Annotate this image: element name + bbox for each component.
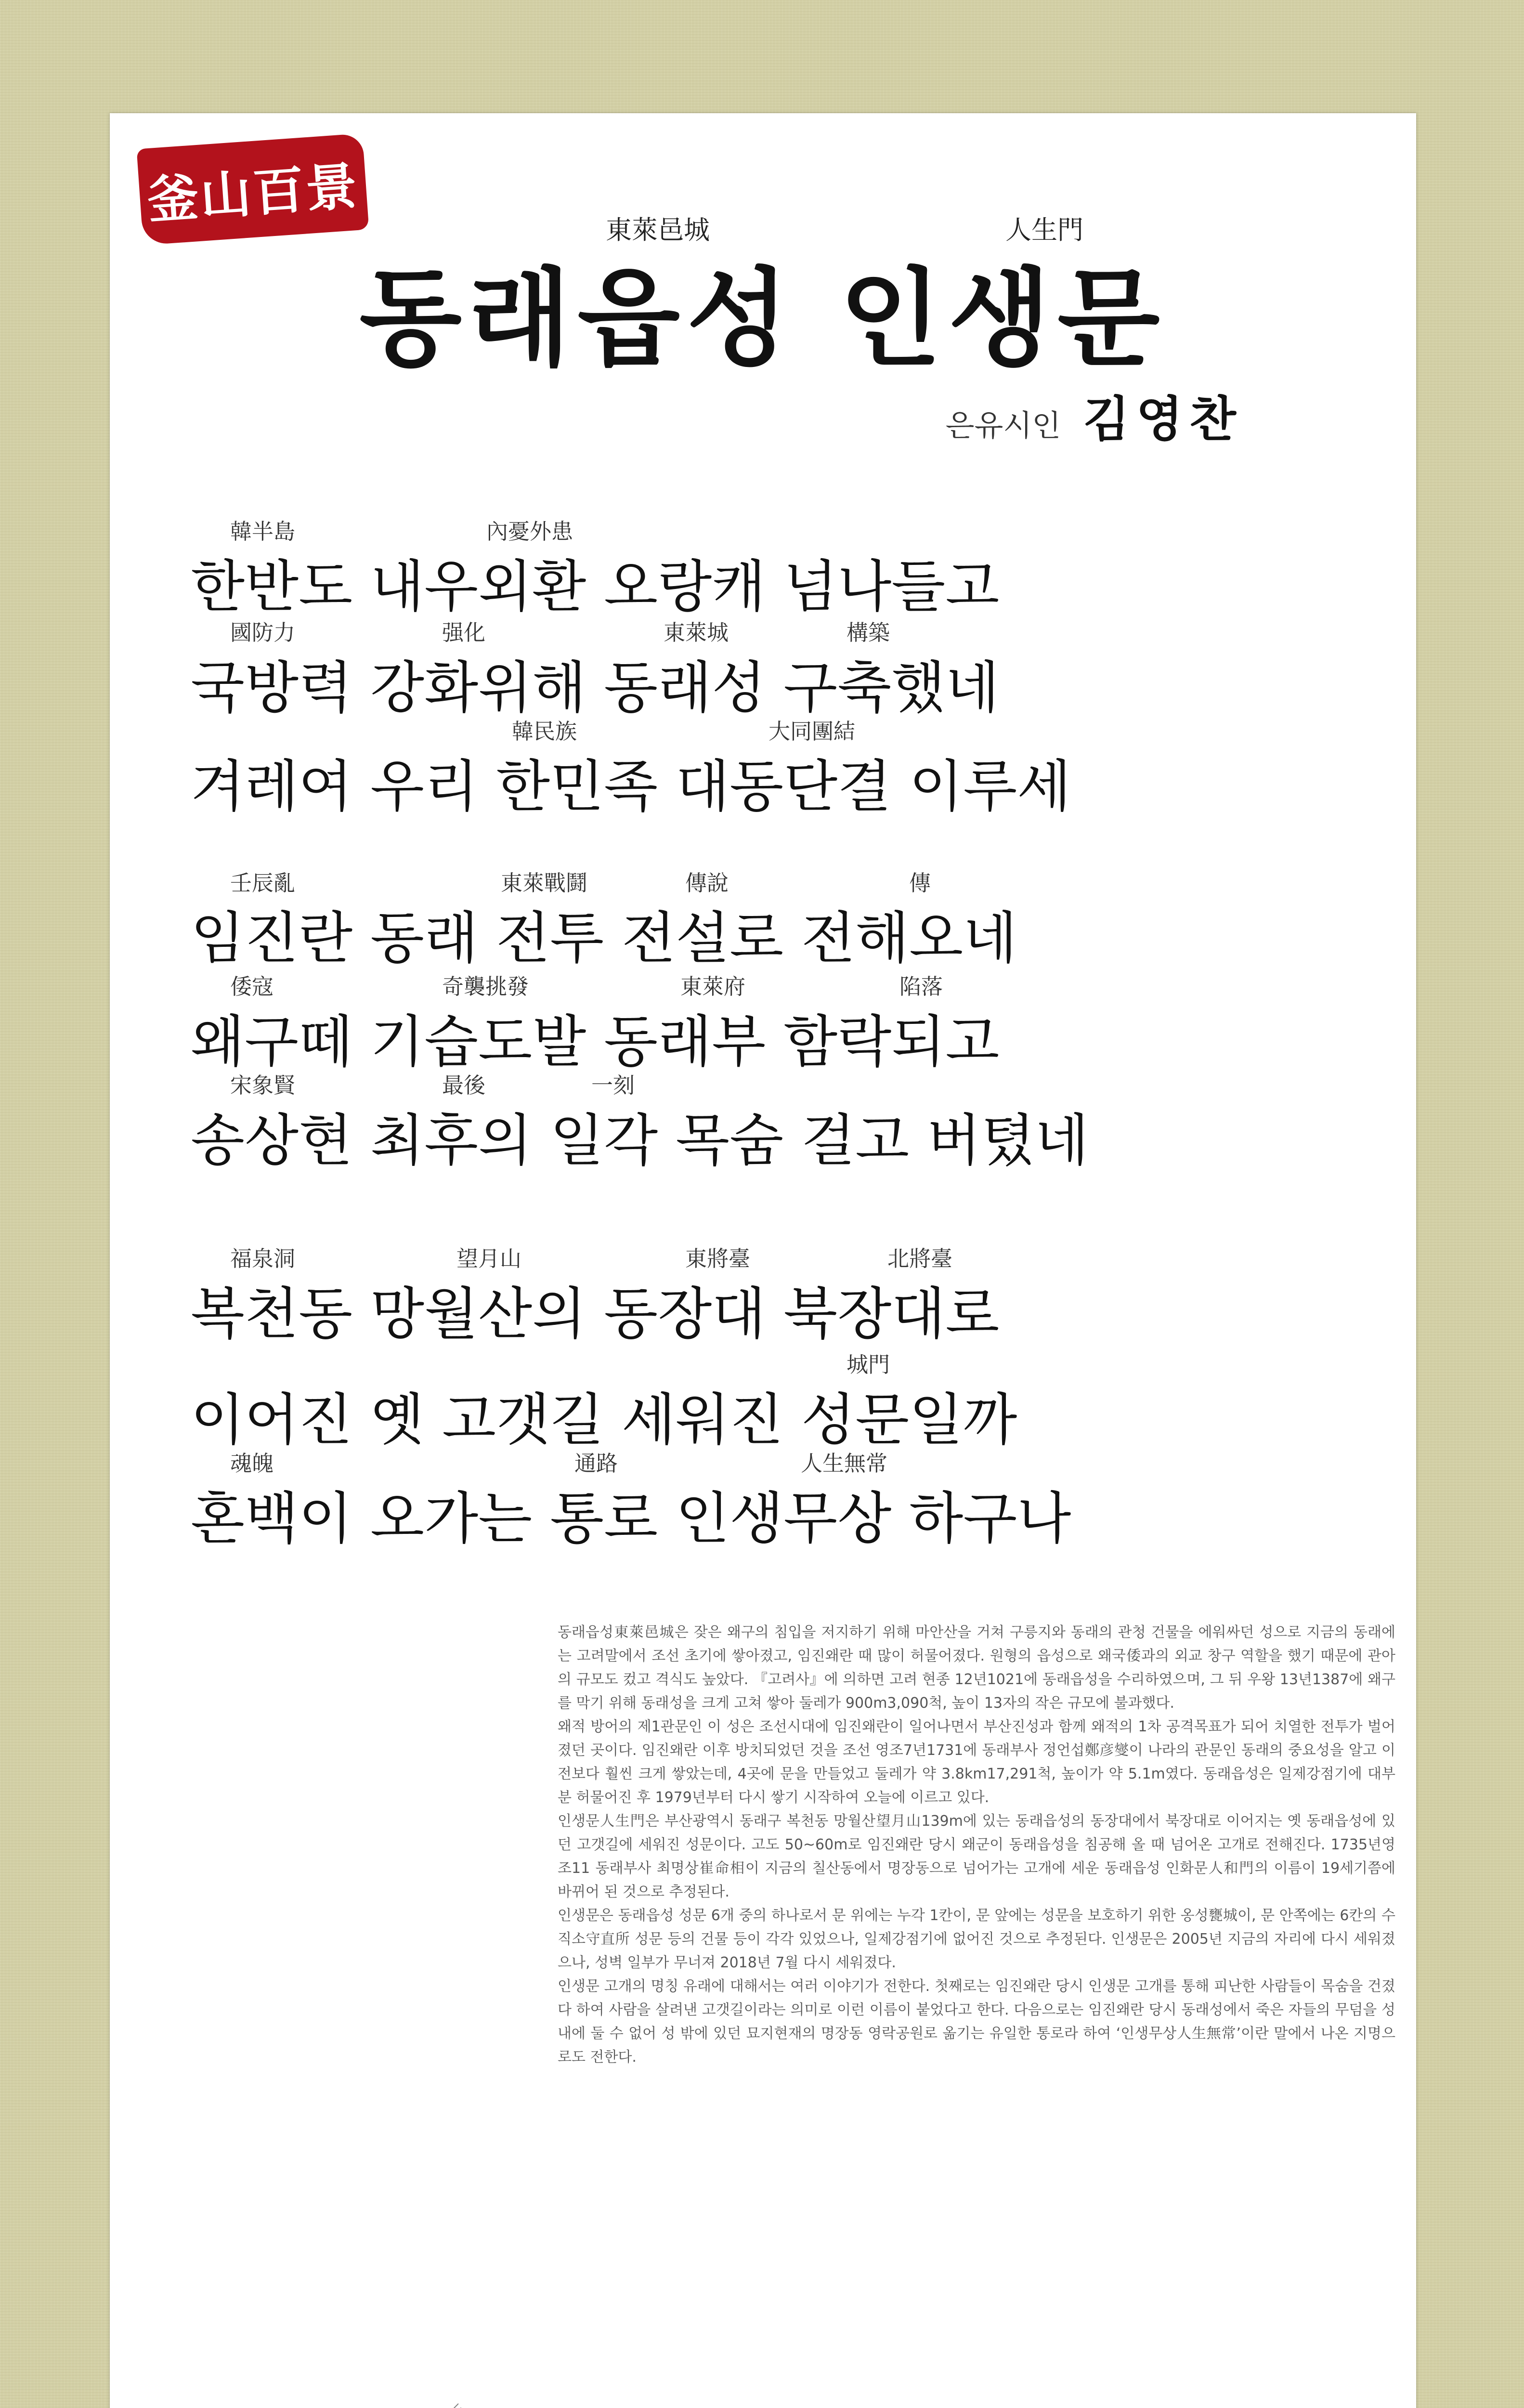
title-annotation-hanja: 東萊邑城 [606,215,710,245]
history-paragraph: 인생문 고개의 명칭 유래에 대해서는 여러 이야기가 전한다. 첫째로는 임진왜란 당시 인생문 고개를 통해 피난한 사람들이 목숨을 건졌다 하여 사람을 살려낸 고갯길이라는 의미로 이런 이름이 붙었다고 한다. 다음으로는 임진왜란 당시 동래성에서 죽은 자들의 무덤을 성내에 둘 수 없어 성 밖에 있던 묘지현재의 명장동 영락공원로 옮기는 유일한 통로라 하여 ‘인생무상人生無常’이란 말에서 나온 지명으로도 전한다. [558,1978,1395,2066]
word-annotation: 通路 [574,1451,618,1476]
word-annotation: 人生無常 [801,1451,888,1476]
word-annotation: 國防力 [230,620,296,645]
poem-line: 임진란 동래 전투 전설로 전해오네 [191,906,1017,971]
word-annotation: 傳說 [685,870,729,896]
poem-line: 혼백이 오가는 통로 인생무상 하구나 [191,1486,1071,1551]
poem-line: 한반도 내우외환 오랑캐 넘나들고 [191,554,1000,619]
poem-title: 동래읍성 인생문 [359,257,1167,380]
busan-baekgyeong-logo [137,133,369,245]
word-annotation: 最後 [442,1073,486,1098]
poster-sheet [110,113,1416,2408]
word-annotation: 內憂外患 [486,519,573,544]
author-name: 김영찬 [1083,391,1243,447]
word-annotation: 奇襲挑發 [442,974,529,999]
word-annotation: 東將臺 [685,1246,751,1271]
word-annotation: 韓半島 [230,519,296,544]
history-paragraph: 동래읍성東萊邑城은 잦은 왜구의 침입을 저지하기 위해 마안산을 거쳐 구릉지와 동래의 관청 건물을 에워싸던 성으로 지금의 동래에는 고려말에서 조선 초기에 쌓아졌고, 임진왜란 때 많이 허물어졌다. 원형의 읍성으로 왜국倭과의 외교 창구 역할을 했기 때문에 관아의 규모도 컸고 격식도 높았다. 『고려사』에 의하면 고려 현종 12년1021에 동래읍성을 수리하였으며, 그 뒤 우왕 13년1387에 왜구를 막기 위해 동래성을 크게 고쳐 쌓아 둘레가 900m3,090척, 높이 13자의 작은 규모에 불과했다. [558,1624,1395,1712]
word-annotation: 壬辰亂 [230,870,296,896]
word-annotation: 魂魄 [230,1451,274,1476]
word-annotation: 陷落 [899,974,943,999]
word-annotation: 福泉洞 [230,1246,296,1271]
word-annotation: 構築 [847,620,890,645]
poem-line: 왜구떼 기습도발 동래부 함락되고 [191,1009,1000,1074]
poem-line: 이어진 옛 고갯길 세워진 성문일까 [191,1387,1017,1453]
word-annotation: 城門 [847,1352,890,1377]
word-annotation: 一刻 [591,1073,635,1098]
author-role: 은유시인 [945,408,1061,443]
poem-line: 복천동 망월산의 동장대 북장대로 [191,1282,1000,1347]
word-annotation: 望月山 [456,1246,522,1271]
word-annotation: 倭寇 [230,974,274,999]
author-line [946,380,1243,450]
history-paragraph: 인생문人生門은 부산광역시 동래구 복천동 망월산望月山139m에 있는 동래읍성의 동장대에서 북장대로 이어지는 옛 동래읍성에 있던 고갯길에 세워진 성문이다. 고도 50~60m로 임진왜란 당시 왜군이 동래읍성을 침공해 올 때 넘어온 고개로 전해진다. 1735년영조11 동래부사 최명상崔命相이 지금의 칠산동에서 명장동으로 넘어가는 고개에 세운 동래읍성 인화문人和門의 이름이 19세기쯤에 바뀌어 된 것으로 추정된다. [558,1813,1395,1900]
logo-text: 釜山百景 [145,156,361,231]
history-paragraph: 인생문은 동래읍성 성문 6개 중의 하나로서 문 위에는 누각 1칸이, 문 앞에는 성문을 보호하기 위한 옹성甕城이, 문 안쪽에는 6칸의 수직소守直所 성문 등의 건물 등이 각각 있었으나, 일제강점기에 없어진 것으로 추정된다. 인생문은 2005년 지금의 자리에 다시 세워졌으나, 성벽 일부가 무너져 2018년 7월 다시 세워졌다. [558,1907,1395,1971]
history-paragraph: 왜적 방어의 제1관문인 이 성은 조선시대에 임진왜란이 일어나면서 부산진성과 함께 왜적의 1차 공격목표가 되어 치열한 전투가 벌어졌던 곳이다. 임진왜란 이후 방치되었던 것을 조선 영조7년1731에 동래부사 정언섭鄭彦燮이 나라의 관문인 동래의 중요성을 알고 이전보다 훨씬 크게 쌓았는데, 4곳에 문을 만들었고 둘레가 약 3.8km17,291척, 높이가 약 5.1m였다. 동래읍성은 일제강점기에 대부분 허물어진 후 1979년부터 다시 쌓기 시작하여 오늘에 이르고 있다. [558,1718,1395,1806]
history-description [558,1621,1395,2069]
poem-line: 국방력 강화위해 동래성 구축했네 [191,655,1000,720]
word-annotation: 大同團結 [769,719,856,744]
word-annotation: 韓民族 [512,719,577,744]
title-annotation-hanja: 人生門 [1005,215,1083,245]
poem-line: 겨레여 우리 한민족 대동단결 이루세 [191,754,1071,819]
word-annotation: 宋象賢 [230,1073,296,1098]
poem-line: 송상현 최후의 일각 목숨 걸고 버텼네 [191,1108,1089,1173]
fortress-gate-illustration [110,2314,1416,2408]
word-annotation: 東萊戰鬪 [501,870,588,896]
word-annotation: 東萊城 [664,620,729,645]
word-annotation: 傳 [909,870,931,896]
word-annotation: 强化 [442,620,486,645]
word-annotation: 東萊府 [680,974,746,999]
word-annotation: 北將臺 [887,1246,953,1271]
